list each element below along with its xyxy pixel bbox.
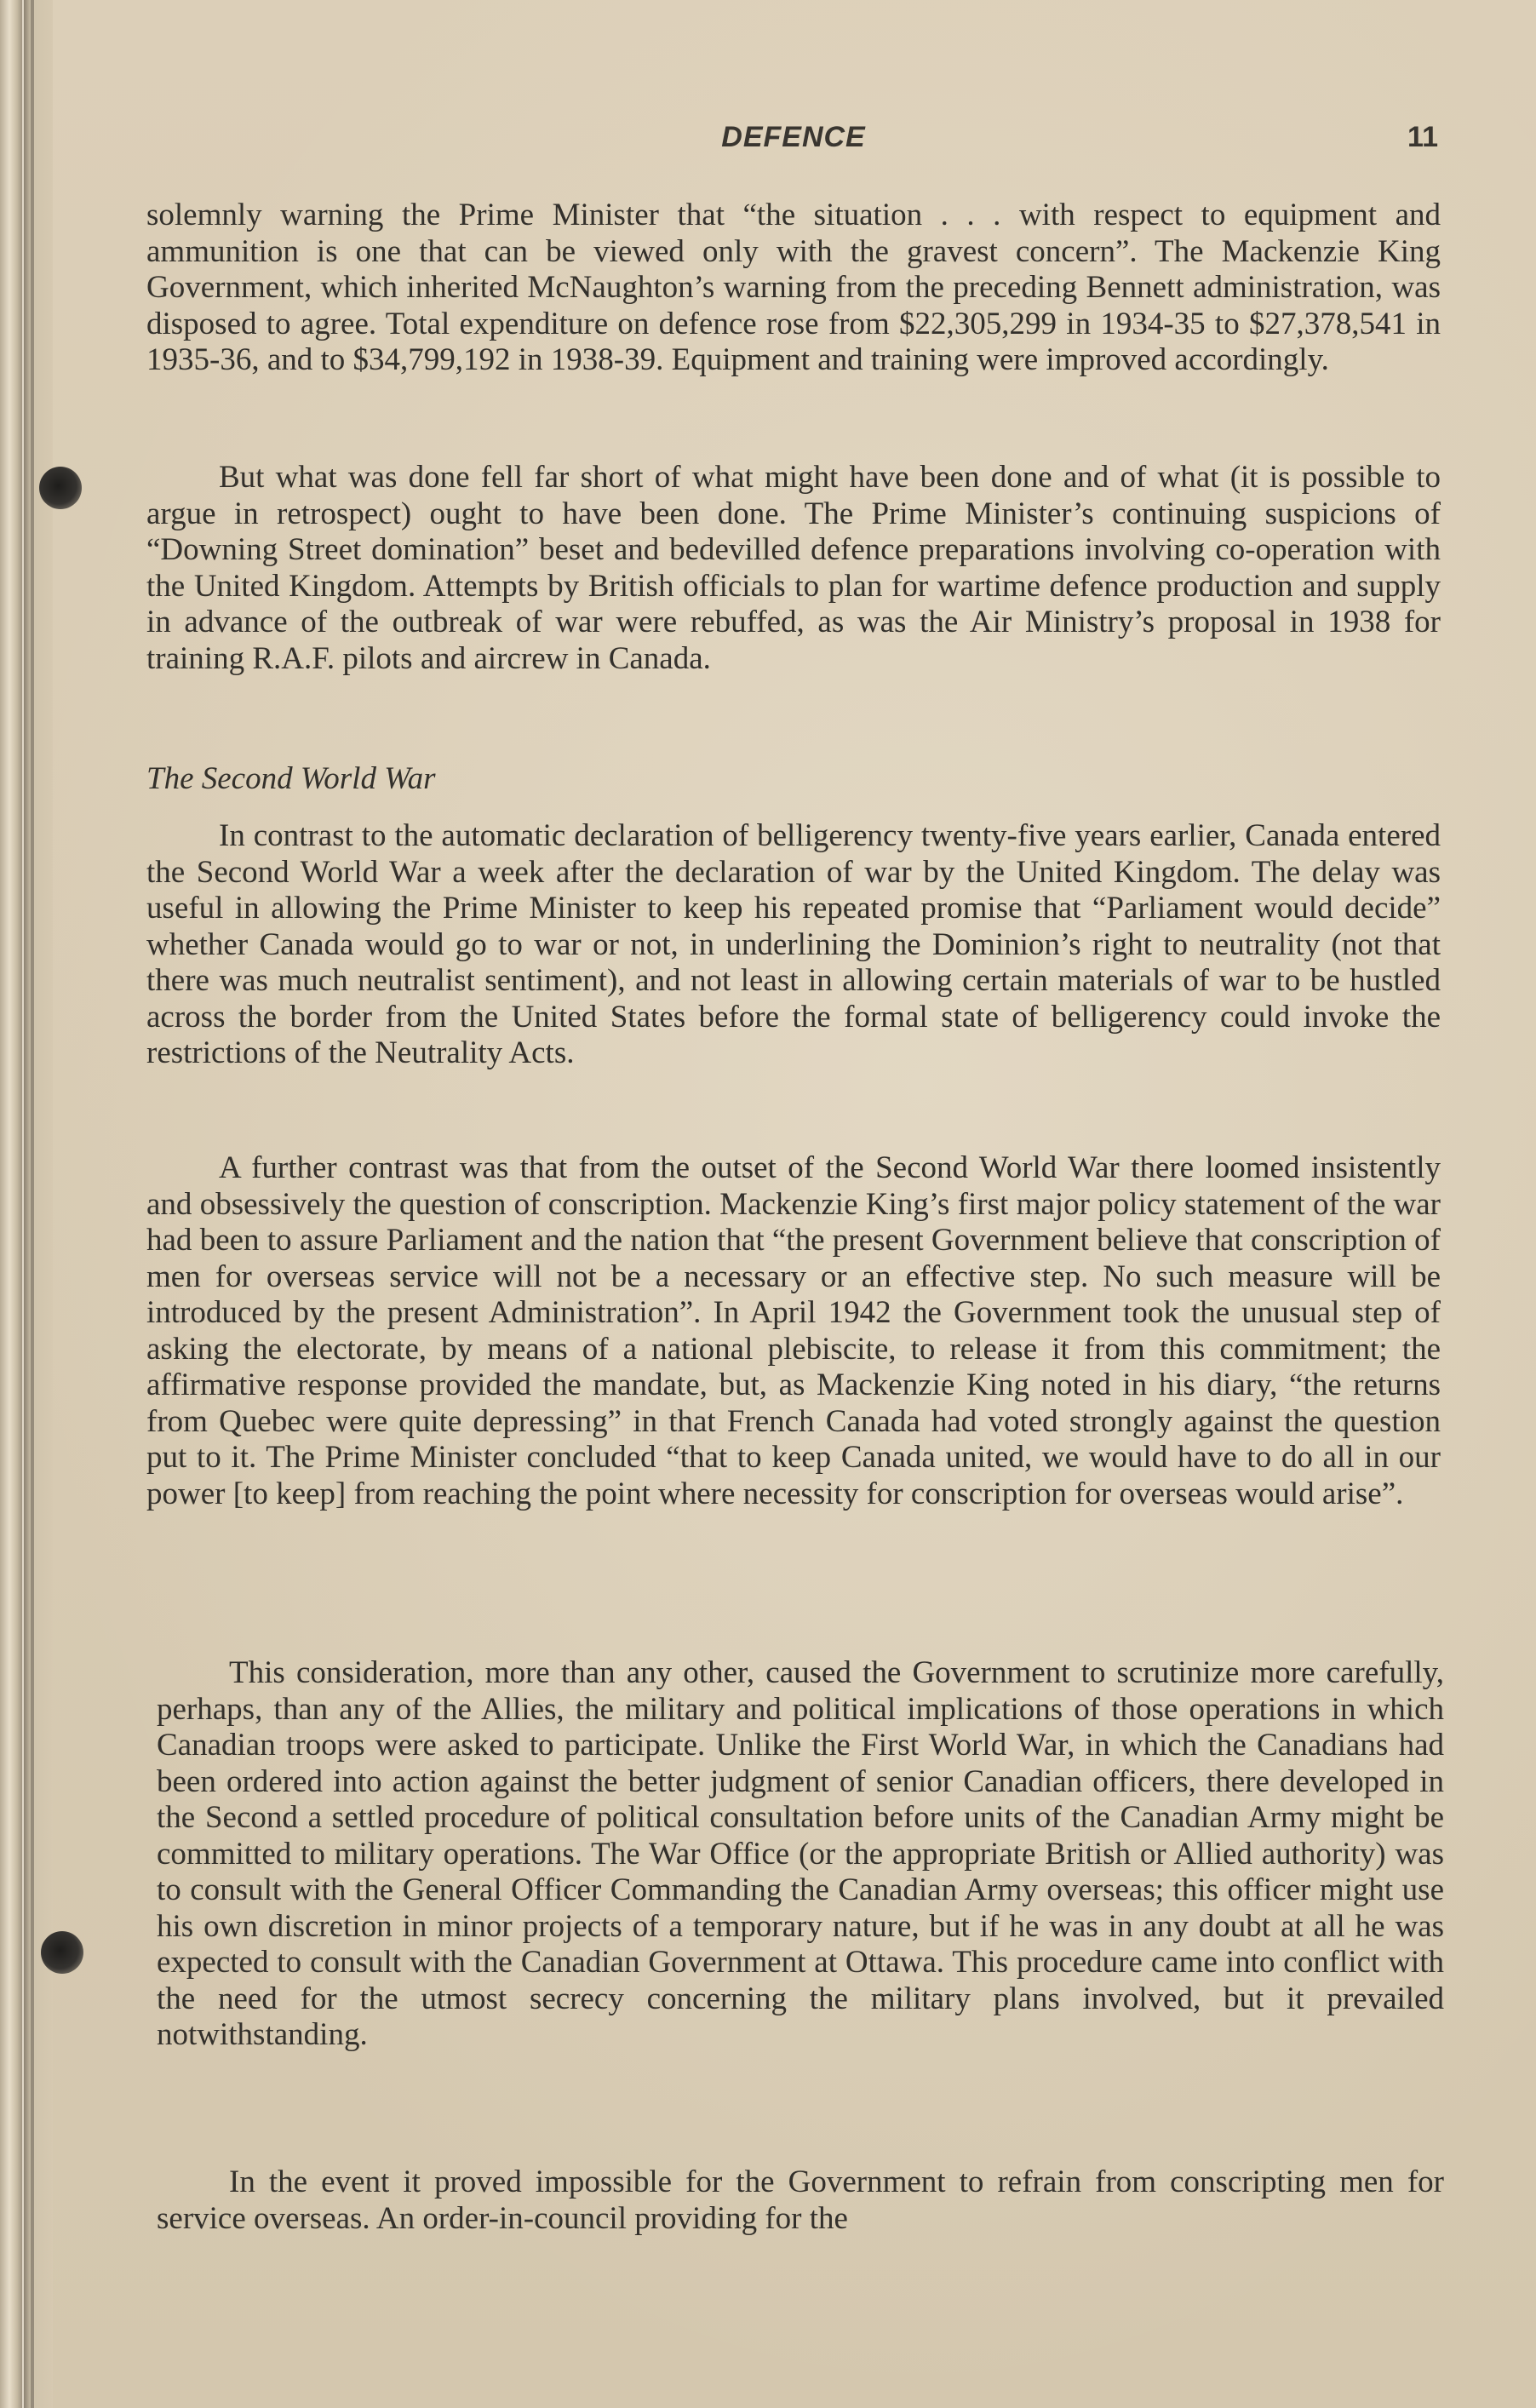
paragraph: This consideration, more than any other, caused the Government to scrutinize more carefully, perhaps, than any of the Allies, the military and political implications of those operations in which Canadian troops were asked to participate. Unlike the First World War, in which the Canadians had been ordered into action against the better judgment of senior Canadian officers, there developed in the Second a settled procedure of political consultation before units of the Canadian Army might be committed to military operations. The War Office (or the appropriate British or Allied authority) was to consult with the General Officer Commanding the Canadian Army overseas; this officer might use his own discretion in minor projects of a temporary nature, but if he was in any doubt at all he was expected to consult with the Canadian Government at Ottawa. This procedure came into conflict with the need for the utmost secrecy concerning the military plans involved, but it prevailed notwithstanding. [157, 1655, 1444, 2052]
paragraph-block-4 [146, 1150, 1441, 1512]
paragraph-block-6 [157, 2164, 1444, 2237]
paragraph-block-2 [146, 460, 1441, 677]
binding-highlight [22, 0, 24, 2408]
punch-hole-bottom [41, 1931, 83, 1974]
paragraph: In contrast to the automatic declaration of belligerency twenty-five years earlier, Canada entered the Second World War a week after the declaration of war by the United Kingdom. The delay was useful in allowing the Prime Minister to keep his repeated promise that “Parliament would decide” whether Canada would go to war or not, in underlining the Dominion’s right to neutrality (not that there was much neutralist sentiment), and not least in allowing certain materials of war to be hustled across the border from the United States before the formal state of belligerency could invoke the restrictions of the Neutrality Acts. [146, 818, 1441, 1070]
paragraph-block-3 [146, 818, 1441, 1072]
paragraph-block-1 [146, 198, 1441, 379]
page-number: 11 [1407, 121, 1438, 153]
section-heading: The Second World War [146, 761, 436, 796]
paragraph: A further contrast was that from the outset of the Second World War there loomed insistently and obsessively the question of conscription. Mackenzie King’s first major policy statement of the war had been to assure Parliament and the nation that “the present Government believe that conscription of men for overseas service will not be a necessary or an effective step. No such measure will be introduced by the present Administration”. In April 1942 the Government took the unusual step of asking the electorate, by means of a national plebiscite, to release it from this commitment; the affirmative response provided the mandate, but, as Mackenzie King noted in his diary, “the returns from Quebec were quite depressing” in that French Canada had voted strongly against the question put to it. The Prime Minister concluded “that to keep Canada united, we would have to do all in our power [to keep] from reaching the point where necessity for conscription for overseas would arise”. [146, 1150, 1441, 1511]
running-title: DEFENCE [721, 121, 866, 153]
running-header [146, 121, 1441, 169]
paragraph: solemnly warning the Prime Minister that “the situation . . . with respect to equipment and ammunition is one that can be viewed only with the gravest concern”. The Mackenzie King Government, which inherited McNaughton’s warning from the preceding Bennett administration, was disposed to agree. Total expenditure on defence rose from $22,305,299 in 1934-35 to $27,378,541 in 1935-36, and to $34,799,192 in 1938-39. Equipment and training were improved accordingly. [146, 198, 1441, 377]
paragraph: In the event it proved impossible for the Government to refrain from conscripting men for service overseas. An order-in-council providing for the [157, 2164, 1444, 2236]
paragraph: But what was done fell far short of what might have been done and of what (it is possible to argue in retrospect) ought to have been done. The Prime Minister’s continuing suspicions of “Downing Street domination” beset and bedevilled defence preparations involving co-operation with the United Kingdom. Attempts by British officials to plan for wartime defence production and supply in advance of the outbreak of war were rebuffed, as was the Air Ministry’s proposal in 1938 for training R.A.F. pilots and aircrew in Canada. [146, 460, 1441, 676]
binding-shadow [31, 0, 34, 2408]
book-binding-edge [0, 0, 53, 2408]
paragraph-block-5 [157, 1655, 1444, 2054]
section-heading-block [146, 761, 1441, 797]
punch-hole-top [39, 467, 82, 509]
